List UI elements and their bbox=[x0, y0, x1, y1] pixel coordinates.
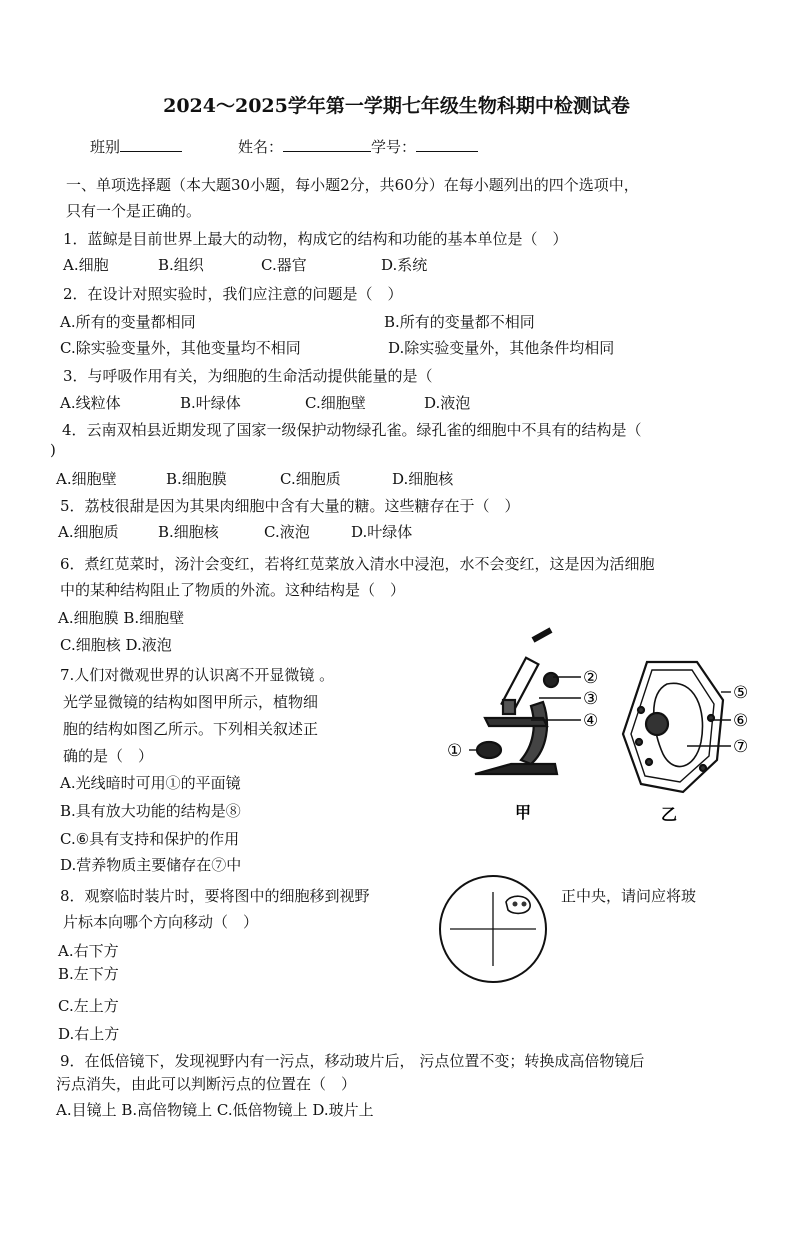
microscope-marker-3: ③ bbox=[583, 689, 599, 709]
q4-option-a: A.细胞壁 bbox=[56, 470, 117, 488]
q3-option-a: A.线粒体 bbox=[60, 394, 121, 412]
q4-option-d: D.细胞核 bbox=[392, 470, 454, 488]
field-of-view-diagram bbox=[436, 874, 550, 984]
q5-option-c: C.液泡 bbox=[264, 523, 310, 541]
q1-option-b: B.组织 bbox=[158, 256, 204, 274]
microscope-marker-2: ② bbox=[583, 668, 599, 688]
q8-stem-line2: 片标本向哪个方向移动（ ） bbox=[63, 913, 259, 931]
q6-stem-line2: 中的某种结构阻止了物质的外流。这种结构是（ ） bbox=[60, 581, 406, 599]
q2-option-a: A.所有的变量都相同 bbox=[60, 313, 196, 331]
cell-in-view bbox=[506, 896, 530, 913]
q4-option-c: C.细胞质 bbox=[280, 470, 341, 488]
figure-label-yi: 乙 bbox=[661, 805, 678, 824]
name-blank[interactable] bbox=[283, 137, 371, 152]
section-heading-line2: 只有一个是正确的。 bbox=[66, 202, 202, 220]
cell-marker-7: ⑦ bbox=[733, 737, 749, 757]
q8-option-a: A.右下方 bbox=[58, 942, 119, 960]
q8-stem-line1: 8．观察临时装片时，要将图中的细胞移到视野 bbox=[60, 887, 370, 905]
cell-marker-6: ⑥ bbox=[733, 711, 749, 731]
class-field bbox=[90, 137, 182, 157]
plant-cell-diagram bbox=[623, 662, 731, 792]
name-label: 姓名： bbox=[238, 138, 284, 156]
q5-stem: 5．荔枝很甜是因为其果肉细胞中含有大量的糖。这些糖存在于（ ） bbox=[60, 497, 520, 515]
q1-stem: 1．蓝鲸是目前世界上最大的动物，构成它的结构和功能的基本单位是（ ） bbox=[63, 230, 568, 248]
q2-stem: 2．在设计对照实验时，我们应注意的问题是（ ） bbox=[63, 285, 403, 303]
microscope-diagram bbox=[469, 630, 581, 774]
q3-option-b: B.叶绿体 bbox=[180, 394, 241, 412]
q9-stem-line2: 污点消失，由此可以判断污点的位置在（ ） bbox=[56, 1075, 357, 1093]
class-blank[interactable] bbox=[120, 137, 182, 152]
q7-stem-line4: 确的是（ ） bbox=[63, 747, 154, 765]
id-label: 学号： bbox=[371, 138, 417, 156]
q7-figure bbox=[435, 622, 757, 832]
figure-label-jia: 甲 bbox=[515, 803, 532, 822]
q4-option-b: B.细胞膜 bbox=[166, 470, 227, 488]
exam-title: 2024～2025学年第一学期七年级生物科期中检测试卷 bbox=[163, 95, 630, 117]
q7-option-d: D.营养物质主要储存在⑦中 bbox=[60, 856, 242, 874]
q6-options-ab: A.细胞膜 B.细胞壁 bbox=[58, 609, 185, 627]
q9-options: A.目镜上 B.高倍物镜上 C.低倍物镜上 D.玻片上 bbox=[56, 1101, 374, 1119]
q5-option-b: B.细胞核 bbox=[158, 523, 219, 541]
q7-option-c: C.⑥具有支持和保护的作用 bbox=[60, 830, 240, 848]
q7-stem-line1: 7.人们对微观世界的认识离不开显微镜 。 bbox=[60, 666, 335, 684]
q7-stem-line3: 胞的结构如图乙所示。下列相关叙述正 bbox=[63, 720, 319, 738]
id-blank[interactable] bbox=[416, 137, 478, 152]
q3-stem: 3．与呼吸作用有关，为细胞的生命活动提供能量的是（ bbox=[63, 367, 433, 385]
q6-stem-line1: 6．煮红苋菜时，汤汁会变红，若将红苋菜放入清水中浸泡，水不会变红，这是因为活细胞 bbox=[60, 555, 655, 573]
q5-option-a: A.细胞质 bbox=[58, 523, 119, 541]
q6-options-cd: C.细胞核 D.液泡 bbox=[60, 636, 172, 654]
q8-option-b: B.左下方 bbox=[58, 965, 119, 983]
q8-stem-line1-continued: 正中央，请问应将玻 bbox=[561, 887, 697, 905]
q7-option-b: B.具有放大功能的结构是⑧ bbox=[60, 802, 241, 820]
q2-option-b: B.所有的变量都不相同 bbox=[384, 313, 535, 331]
q7-option-a: A.光线暗时可用①的平面镜 bbox=[60, 774, 241, 792]
q5-option-d: D.叶绿体 bbox=[351, 523, 413, 541]
microscope-marker-1: ① bbox=[447, 741, 463, 761]
microscope-marker-4: ④ bbox=[583, 711, 599, 731]
q2-option-c: C.除实验变量外，其他变量均不相同 bbox=[60, 339, 301, 357]
q4-stem-line1: 4．云南双柏县近期发现了国家一级保护动物绿孔雀。绿孔雀的细胞中不具有的结构是（ bbox=[62, 421, 642, 439]
name-field bbox=[238, 137, 478, 157]
section-heading-line1: 一、单项选择题（本大题30小题，每小题2分，共60分）在每小题列出的四个选项中， bbox=[66, 176, 639, 194]
q3-option-c: C.细胞壁 bbox=[305, 394, 366, 412]
q4-stem-line2: ) bbox=[50, 441, 56, 459]
q1-option-c: C.器官 bbox=[261, 256, 307, 274]
q8-option-c: C.左上方 bbox=[58, 997, 119, 1015]
q7-stem-line2: 光学显微镜的结构如图甲所示，植物细 bbox=[63, 693, 319, 711]
cell-marker-5: ⑤ bbox=[733, 683, 749, 703]
class-label: 班别 bbox=[90, 138, 121, 156]
q8-option-d: D.右上方 bbox=[58, 1025, 120, 1043]
q3-option-d: D.液泡 bbox=[424, 394, 471, 412]
q1-option-d: D.系统 bbox=[381, 256, 428, 274]
q1-option-a: A.细胞 bbox=[63, 256, 109, 274]
q2-option-d: D.除实验变量外，其他条件均相同 bbox=[388, 339, 615, 357]
q9-stem-line1: 9．在低倍镜下，发现视野内有一污点，移动玻片后， 污点位置不变；转换成高倍物镜后 bbox=[60, 1052, 645, 1070]
